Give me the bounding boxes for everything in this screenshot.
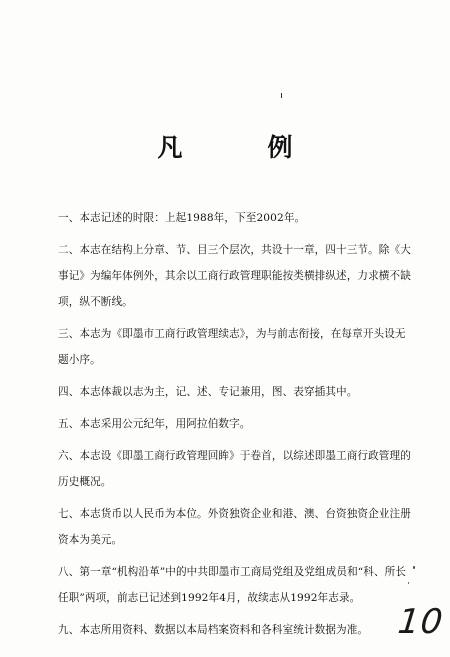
- note-item-4: 四、本志体裁以志为主，记、述、专记兼用，图、表穿插其中。: [58, 386, 358, 398]
- page-title: 凡 例: [157, 133, 323, 162]
- note-item-1: 一、本志记述的时限：上起1988年，下至2002年。: [58, 212, 306, 224]
- handwritten-page-number: 10: [395, 602, 446, 642]
- note-item-2: 二、本志在结构上分章、节、目三个层次，共设十一章，四十三节。除《大事记》为编年体例外，其余以工商行政管理职能按类横排纵述，力求横不缺项，纵不断线。: [58, 244, 411, 308]
- note-item-5: 五、本志采用公元纪年，用阿拉伯数字。: [58, 418, 251, 430]
- notes-list: [58, 205, 413, 649]
- note-item-8: 八、第一章“机构沿革”中的中共即墨市工商局党组及党组成员和“科、所长任职”两项，前志已记述到1992年4月，故续志从1992年志录。: [58, 566, 407, 604]
- print-mark: [281, 93, 282, 98]
- note-item-9: 九、本志所用资料、数据以本局档案资料和各科室统计数据为准。: [58, 624, 369, 636]
- scan-speck: [413, 566, 415, 569]
- note-item-3: 三、本志为《即墨市工商行政管理续志》，为与前志衔接，在每章开头设无题小序。: [58, 328, 406, 366]
- note-item-7: 七、本志货币以人民币为本位。外资独资企业和港、澳、台资独资企业注册资本为美元。: [58, 508, 411, 546]
- note-item-6: 六、本志设《即墨工商行政管理回眸》于卷首，以综述即墨工商行政管理的历史概况。: [58, 450, 411, 488]
- scan-speck: [408, 582, 409, 584]
